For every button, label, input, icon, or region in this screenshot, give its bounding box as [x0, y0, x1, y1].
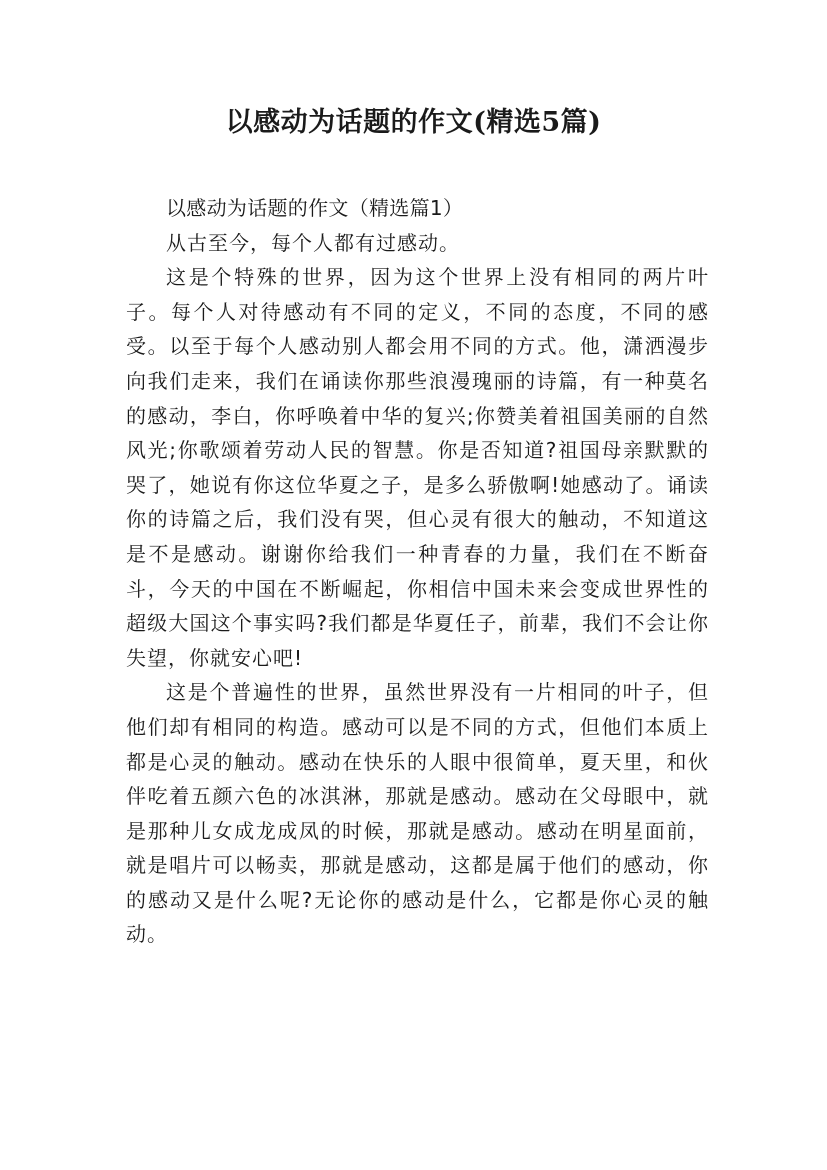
document-body: [126, 191, 709, 952]
document-title: 以感动为话题的作文(精选5篇): [225, 107, 602, 138]
paragraph-1: 从古至今，每个人都有过感动。: [166, 230, 460, 255]
paragraph-3: 这是个普遍性的世界，虽然世界没有一片相同的叶子，但他们却有相同的构造。感动可以是不同的方式，但他们本质上都是心灵的触动。感动在快乐的人眼中很简单，夏天里，和伙伴吃着五颜六色的冰淇淋，那就是感动。感动在父母眼中，就是那种儿女成龙成凤的时候，那就是感动。感动在明星面前，就是唱片可以畅卖，那就是感动，这都是属于他们的感动，你的感动又是什么呢?无论你的感动是什么，它都是你心灵的触动。: [126, 680, 709, 947]
section-heading: 以感动为话题的作文（精选篇1）: [166, 196, 464, 220]
paragraph-2: 这是个特殊的世界，因为这个世界上没有相同的两片叶子。每个人对待感动有不同的定义，不同的态度，不同的感受。以至于每个人感动别人都会用不同的方式。他，潇洒漫步向我们走来，我们在诵读你那些浪漫瑰丽的诗篇，有一种莫名的感动，李白，你呼唤着中华的复兴;你赞美着祖国美丽的自然风光;你歌颂着劳动人民的智慧。你是否知道?祖国母亲默默的哭了，她说有你这位华夏之子，是多么骄傲啊!她感动了。诵读你的诗篇之后，我们没有哭，但心灵有很大的触动，不知道这是不是感动。谢谢你给我们一种青春的力量，我们在不断奋斗，今天的中国在不断崛起，你相信中国未来会变成世界性的超级大国这个事实吗?我们都是华夏任子，前辈，我们不会让你失望，你就安心吧!: [126, 265, 709, 670]
